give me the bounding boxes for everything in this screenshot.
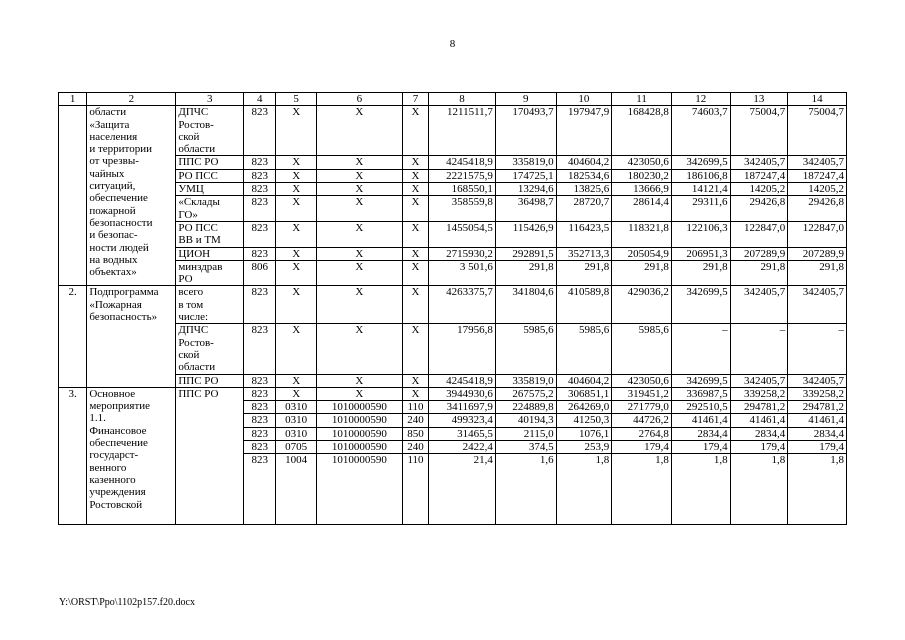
data-cell: 1,8 bbox=[730, 454, 788, 525]
data-cell: X bbox=[276, 387, 316, 400]
data-cell: 207289,9 bbox=[788, 247, 847, 260]
data-cell: 4245418,9 bbox=[429, 156, 496, 169]
data-cell: 168550,1 bbox=[429, 183, 496, 196]
program-name-cell-line: ситуаций, bbox=[89, 180, 136, 193]
data-cell: 186106,8 bbox=[671, 169, 730, 182]
data-cell: 115426,9 bbox=[495, 221, 556, 247]
data-cell: X bbox=[402, 106, 428, 156]
data-cell: 291,8 bbox=[495, 260, 556, 286]
data-cell: 291,8 bbox=[612, 260, 672, 286]
program-name-cell-line: чайных bbox=[89, 167, 125, 180]
data-cell: 823 bbox=[244, 324, 276, 374]
program-name-cell-line: обеспечение bbox=[89, 437, 148, 450]
data-cell: 74603,7 bbox=[671, 106, 730, 156]
executor-cell bbox=[176, 106, 244, 156]
data-cell: 499323,4 bbox=[429, 414, 496, 427]
data-cell: 404604,2 bbox=[556, 156, 612, 169]
executor-cell-line: ДПЧС bbox=[178, 324, 209, 337]
data-cell: X bbox=[276, 247, 316, 260]
program-name-cell-line: венного bbox=[89, 461, 127, 474]
data-cell: 823 bbox=[244, 427, 276, 440]
data-cell: 823 bbox=[244, 106, 276, 156]
data-cell: 823 bbox=[244, 156, 276, 169]
data-cell: 180230,2 bbox=[612, 169, 672, 182]
program-name-cell-line: Ростовской bbox=[89, 498, 143, 511]
data-cell: 0310 bbox=[276, 414, 316, 427]
data-cell: 823 bbox=[244, 183, 276, 196]
data-cell: 342405,7 bbox=[730, 286, 788, 324]
data-cell: X bbox=[316, 324, 402, 374]
data-cell: 2834,4 bbox=[671, 427, 730, 440]
program-name-cell-line: на водных bbox=[89, 253, 138, 266]
data-cell: 339258,2 bbox=[788, 387, 847, 400]
data-cell: 5985,6 bbox=[612, 324, 672, 374]
executor-cell-line: УМЦ bbox=[178, 183, 204, 196]
data-cell: X bbox=[402, 247, 428, 260]
data-cell: 4263375,7 bbox=[429, 286, 496, 324]
table-row bbox=[59, 374, 847, 387]
data-cell: 1004 bbox=[276, 454, 316, 525]
program-name-cell-line: Подпрограмма bbox=[89, 286, 159, 299]
data-cell: 823 bbox=[244, 414, 276, 427]
data-cell: 1211511,7 bbox=[429, 106, 496, 156]
program-name-cell-line: «Пожарная bbox=[89, 298, 142, 311]
data-cell: 170493,7 bbox=[495, 106, 556, 156]
column-number-cell: 1 bbox=[59, 93, 87, 106]
data-cell: 14205,2 bbox=[730, 183, 788, 196]
data-cell: 29426,8 bbox=[788, 196, 847, 222]
data-cell: 410589,8 bbox=[556, 286, 612, 324]
data-cell: 1,8 bbox=[788, 454, 847, 525]
data-cell: – bbox=[788, 324, 847, 374]
program-name-cell-line: «Защита bbox=[89, 118, 130, 131]
program-name-cell-line: учреждения bbox=[89, 486, 146, 499]
data-cell: 1010000590 bbox=[316, 441, 402, 454]
data-cell: 0705 bbox=[276, 441, 316, 454]
data-cell: 292891,5 bbox=[495, 247, 556, 260]
data-cell: 118321,8 bbox=[612, 221, 672, 247]
data-cell: 116423,5 bbox=[556, 221, 612, 247]
data-cell: 291,8 bbox=[671, 260, 730, 286]
data-cell: 2221575,9 bbox=[429, 169, 496, 182]
data-cell: 122847,0 bbox=[730, 221, 788, 247]
data-cell: 179,4 bbox=[788, 441, 847, 454]
data-cell: 179,4 bbox=[671, 441, 730, 454]
data-cell: 5985,6 bbox=[495, 324, 556, 374]
table-row bbox=[59, 286, 847, 324]
data-cell: 1010000590 bbox=[316, 427, 402, 440]
data-cell: 31465,5 bbox=[429, 427, 496, 440]
data-cell: X bbox=[316, 156, 402, 169]
column-number-cell: 4 bbox=[244, 93, 276, 106]
data-cell: 342699,5 bbox=[671, 286, 730, 324]
row-number-cell bbox=[59, 106, 87, 286]
column-number-cell: 14 bbox=[788, 93, 847, 106]
executor-cell bbox=[176, 387, 244, 524]
row-number-cell: 2. bbox=[59, 286, 87, 387]
data-cell: X bbox=[402, 196, 428, 222]
data-cell: 207289,9 bbox=[730, 247, 788, 260]
data-cell: – bbox=[671, 324, 730, 374]
footer-file-path: Y:\ORST\Ppo\1102p157.f20.docx bbox=[59, 597, 195, 608]
data-cell: 342699,5 bbox=[671, 156, 730, 169]
data-cell: 206951,3 bbox=[671, 247, 730, 260]
data-cell: X bbox=[276, 169, 316, 182]
data-cell: 342405,7 bbox=[730, 156, 788, 169]
data-cell: X bbox=[402, 387, 428, 400]
data-cell: X bbox=[316, 374, 402, 387]
executor-cell-line: «Склады bbox=[178, 196, 220, 209]
data-cell: 110 bbox=[402, 401, 428, 414]
program-name-cell bbox=[87, 106, 176, 286]
table-row bbox=[59, 221, 847, 247]
executor-cell-line: РО ПСС bbox=[178, 169, 218, 182]
data-cell: 267575,2 bbox=[495, 387, 556, 400]
executor-cell bbox=[176, 374, 244, 387]
column-number-cell: 12 bbox=[671, 93, 730, 106]
data-cell: 342405,7 bbox=[788, 374, 847, 387]
data-cell: X bbox=[402, 169, 428, 182]
table-row bbox=[59, 106, 847, 156]
data-cell: X bbox=[276, 156, 316, 169]
data-cell: X bbox=[316, 183, 402, 196]
executor-cell bbox=[176, 196, 244, 222]
program-name-cell-line: Основное bbox=[89, 387, 136, 400]
executor-cell-line: РО bbox=[178, 273, 193, 286]
executor-cell bbox=[176, 169, 244, 182]
program-name-cell bbox=[87, 286, 176, 387]
data-cell: 182534,6 bbox=[556, 169, 612, 182]
program-name-cell-line: безопасности bbox=[89, 216, 153, 229]
data-cell: 41461,4 bbox=[788, 414, 847, 427]
data-cell: 3 501,6 bbox=[429, 260, 496, 286]
executor-cell-line: в том bbox=[178, 298, 204, 311]
executor-cell-line: РО ПСС bbox=[178, 221, 218, 234]
program-name-cell-line: объектах» bbox=[89, 266, 137, 279]
executor-cell-line: минздрав bbox=[178, 260, 223, 273]
executor-cell-line: Ростов- bbox=[178, 336, 214, 349]
data-cell: 1,8 bbox=[612, 454, 672, 525]
data-cell: X bbox=[276, 374, 316, 387]
data-cell: 358559,8 bbox=[429, 196, 496, 222]
data-cell: X bbox=[276, 196, 316, 222]
table-row bbox=[59, 156, 847, 169]
data-cell: 205054,9 bbox=[612, 247, 672, 260]
data-cell: 1,6 bbox=[495, 454, 556, 525]
executor-cell bbox=[176, 260, 244, 286]
program-name-cell-line: населения bbox=[89, 130, 138, 143]
data-cell: 187247,4 bbox=[788, 169, 847, 182]
data-cell: 823 bbox=[244, 169, 276, 182]
data-cell: X bbox=[402, 260, 428, 286]
data-cell: 179,4 bbox=[612, 441, 672, 454]
data-cell: 823 bbox=[244, 196, 276, 222]
executor-cell bbox=[176, 247, 244, 260]
data-cell: 850 bbox=[402, 427, 428, 440]
data-cell: 1010000590 bbox=[316, 401, 402, 414]
data-cell: 342405,7 bbox=[730, 374, 788, 387]
data-cell: 2834,4 bbox=[788, 427, 847, 440]
executor-cell bbox=[176, 286, 244, 324]
data-cell: 2764,8 bbox=[612, 427, 672, 440]
column-number-cell: 13 bbox=[730, 93, 788, 106]
data-cell: 253,9 bbox=[556, 441, 612, 454]
data-cell: 823 bbox=[244, 374, 276, 387]
data-cell: X bbox=[316, 286, 402, 324]
data-cell: X bbox=[316, 106, 402, 156]
data-cell: 823 bbox=[244, 387, 276, 400]
data-cell: 291,8 bbox=[788, 260, 847, 286]
executor-cell-line: ГО» bbox=[178, 208, 198, 221]
data-cell: X bbox=[276, 221, 316, 247]
executor-cell-line: области bbox=[178, 143, 216, 156]
data-cell: 823 bbox=[244, 221, 276, 247]
executor-cell-line: ВВ и ТМ bbox=[178, 234, 221, 247]
executor-cell-line: всего bbox=[178, 286, 204, 299]
data-cell: 5985,6 bbox=[556, 324, 612, 374]
budget-table bbox=[58, 92, 847, 525]
data-cell: X bbox=[402, 374, 428, 387]
data-cell: 41250,3 bbox=[556, 414, 612, 427]
executor-cell-line: ЦИОН bbox=[178, 247, 211, 260]
program-name-cell-line: государст- bbox=[89, 449, 139, 462]
data-cell: 1076,1 bbox=[556, 427, 612, 440]
data-cell: 0310 bbox=[276, 427, 316, 440]
data-cell: 306851,1 bbox=[556, 387, 612, 400]
data-cell: 1,8 bbox=[671, 454, 730, 525]
program-name-cell-line: области bbox=[89, 106, 127, 119]
data-cell: X bbox=[402, 324, 428, 374]
data-cell: X bbox=[316, 387, 402, 400]
data-cell: X bbox=[316, 260, 402, 286]
data-cell: 75004,7 bbox=[730, 106, 788, 156]
table-row bbox=[59, 196, 847, 222]
data-cell: 2834,4 bbox=[730, 427, 788, 440]
data-cell: 17956,8 bbox=[429, 324, 496, 374]
data-cell: X bbox=[276, 260, 316, 286]
data-cell: 335819,0 bbox=[495, 156, 556, 169]
program-name-cell-line: обеспечение bbox=[89, 192, 148, 205]
data-cell: 1455054,5 bbox=[429, 221, 496, 247]
column-number-cell: 2 bbox=[87, 93, 176, 106]
data-cell: 240 bbox=[402, 414, 428, 427]
program-name-cell-line: казенного bbox=[89, 473, 136, 486]
data-cell: 294781,2 bbox=[788, 401, 847, 414]
data-cell: 13294,6 bbox=[495, 183, 556, 196]
executor-cell-line: Ростов- bbox=[178, 118, 214, 131]
data-cell: X bbox=[276, 324, 316, 374]
data-cell: 1,8 bbox=[556, 454, 612, 525]
data-cell: X bbox=[316, 247, 402, 260]
data-cell: X bbox=[316, 196, 402, 222]
executor-cell-line: ДПЧС bbox=[178, 106, 209, 119]
column-number-cell: 7 bbox=[402, 93, 428, 106]
program-name-cell-line: мероприятие bbox=[89, 400, 151, 413]
data-cell: 291,8 bbox=[556, 260, 612, 286]
executor-cell-line: числе: bbox=[178, 311, 209, 324]
data-cell: 197947,9 bbox=[556, 106, 612, 156]
program-name-cell-line: 1.1. bbox=[89, 412, 106, 425]
table-row bbox=[59, 247, 847, 260]
data-cell: 823 bbox=[244, 247, 276, 260]
executor-cell bbox=[176, 221, 244, 247]
table-row bbox=[59, 169, 847, 182]
data-cell: – bbox=[730, 324, 788, 374]
data-cell: 3411697,9 bbox=[429, 401, 496, 414]
executor-cell-line: ской bbox=[178, 348, 200, 361]
data-cell: 14205,2 bbox=[788, 183, 847, 196]
data-cell: 4245418,9 bbox=[429, 374, 496, 387]
data-cell: X bbox=[276, 183, 316, 196]
program-name-cell-line: безопасность» bbox=[89, 311, 158, 324]
table-row bbox=[59, 387, 847, 400]
data-cell: 823 bbox=[244, 286, 276, 324]
data-cell: 374,5 bbox=[495, 441, 556, 454]
executor-cell-line: области bbox=[178, 361, 216, 374]
data-cell: 122847,0 bbox=[788, 221, 847, 247]
column-number-cell: 5 bbox=[276, 93, 316, 106]
data-cell: 3944930,6 bbox=[429, 387, 496, 400]
data-cell: 1010000590 bbox=[316, 454, 402, 525]
column-number-cell: 9 bbox=[495, 93, 556, 106]
data-cell: 0310 bbox=[276, 401, 316, 414]
data-cell: X bbox=[316, 221, 402, 247]
data-cell: 423050,6 bbox=[612, 156, 672, 169]
program-name-cell-line: Финансовое bbox=[89, 424, 147, 437]
data-cell: 823 bbox=[244, 401, 276, 414]
header-row bbox=[59, 93, 847, 106]
executor-cell bbox=[176, 156, 244, 169]
data-cell: 41461,4 bbox=[730, 414, 788, 427]
executor-cell bbox=[176, 324, 244, 374]
data-cell: X bbox=[402, 221, 428, 247]
data-cell: 291,8 bbox=[730, 260, 788, 286]
executor-cell-line: ской bbox=[178, 130, 200, 143]
program-name-cell-line: пожарной bbox=[89, 204, 136, 217]
data-cell: 122106,3 bbox=[671, 221, 730, 247]
data-cell: X bbox=[402, 183, 428, 196]
executor-cell bbox=[176, 183, 244, 196]
data-cell: 13825,6 bbox=[556, 183, 612, 196]
data-cell: 336987,5 bbox=[671, 387, 730, 400]
column-number-cell: 8 bbox=[429, 93, 496, 106]
program-name-cell bbox=[87, 387, 176, 524]
data-cell: 823 bbox=[244, 441, 276, 454]
data-cell: X bbox=[402, 286, 428, 324]
data-cell: 187247,4 bbox=[730, 169, 788, 182]
data-cell: 110 bbox=[402, 454, 428, 525]
column-number-cell: 11 bbox=[612, 93, 672, 106]
data-cell: 240 bbox=[402, 441, 428, 454]
data-cell: 174725,1 bbox=[495, 169, 556, 182]
data-cell: 341804,6 bbox=[495, 286, 556, 324]
data-cell: 294781,2 bbox=[730, 401, 788, 414]
data-cell: 13666,9 bbox=[612, 183, 672, 196]
table-body bbox=[59, 93, 847, 525]
data-cell: 352713,3 bbox=[556, 247, 612, 260]
data-cell: 28720,7 bbox=[556, 196, 612, 222]
data-cell: 342405,7 bbox=[788, 156, 847, 169]
table-row bbox=[59, 324, 847, 374]
data-cell: 2715930,2 bbox=[429, 247, 496, 260]
program-name-cell-line: ности людей bbox=[89, 241, 149, 254]
data-cell: 271779,0 bbox=[612, 401, 672, 414]
executor-cell-line: ППС РО bbox=[178, 387, 219, 400]
data-cell: 335819,0 bbox=[495, 374, 556, 387]
data-cell: 2422,4 bbox=[429, 441, 496, 454]
data-cell: 423050,6 bbox=[612, 374, 672, 387]
data-cell: 14121,4 bbox=[671, 183, 730, 196]
data-cell: 28614,4 bbox=[612, 196, 672, 222]
data-cell: 41461,4 bbox=[671, 414, 730, 427]
data-cell: 2115,0 bbox=[495, 427, 556, 440]
data-cell: 44726,2 bbox=[612, 414, 672, 427]
page-number: 8 bbox=[449, 38, 456, 50]
data-cell: 429036,2 bbox=[612, 286, 672, 324]
data-cell: 342405,7 bbox=[788, 286, 847, 324]
data-cell: 339258,2 bbox=[730, 387, 788, 400]
data-cell: 75004,7 bbox=[788, 106, 847, 156]
data-cell: 264269,0 bbox=[556, 401, 612, 414]
column-number-cell: 6 bbox=[316, 93, 402, 106]
data-cell: 179,4 bbox=[730, 441, 788, 454]
data-cell: 342699,5 bbox=[671, 374, 730, 387]
column-number-cell: 10 bbox=[556, 93, 612, 106]
data-cell: 404604,2 bbox=[556, 374, 612, 387]
data-cell: 21,4 bbox=[429, 454, 496, 525]
row-number-cell: 3. bbox=[59, 387, 87, 524]
program-name-cell-line: от чрезвы- bbox=[89, 155, 139, 168]
data-cell: 168428,8 bbox=[612, 106, 672, 156]
data-cell: X bbox=[276, 106, 316, 156]
data-cell: 292510,5 bbox=[671, 401, 730, 414]
data-cell: 36498,7 bbox=[495, 196, 556, 222]
data-cell: 29311,6 bbox=[671, 196, 730, 222]
data-cell: 319451,2 bbox=[612, 387, 672, 400]
program-name-cell-line: и безопас- bbox=[89, 229, 138, 242]
executor-cell-line: ППС РО bbox=[178, 374, 219, 387]
data-cell: 224889,8 bbox=[495, 401, 556, 414]
data-cell: 823 bbox=[244, 454, 276, 525]
table-row bbox=[59, 260, 847, 286]
column-number-cell: 3 bbox=[176, 93, 244, 106]
data-cell: 1010000590 bbox=[316, 414, 402, 427]
data-cell: 806 bbox=[244, 260, 276, 286]
data-cell: 40194,3 bbox=[495, 414, 556, 427]
data-cell: X bbox=[276, 286, 316, 324]
data-cell: X bbox=[316, 169, 402, 182]
program-name-cell-line: и территории bbox=[89, 143, 152, 156]
executor-cell-line: ППС РО bbox=[178, 156, 219, 169]
data-cell: X bbox=[402, 156, 428, 169]
table-row bbox=[59, 183, 847, 196]
data-cell: 29426,8 bbox=[730, 196, 788, 222]
